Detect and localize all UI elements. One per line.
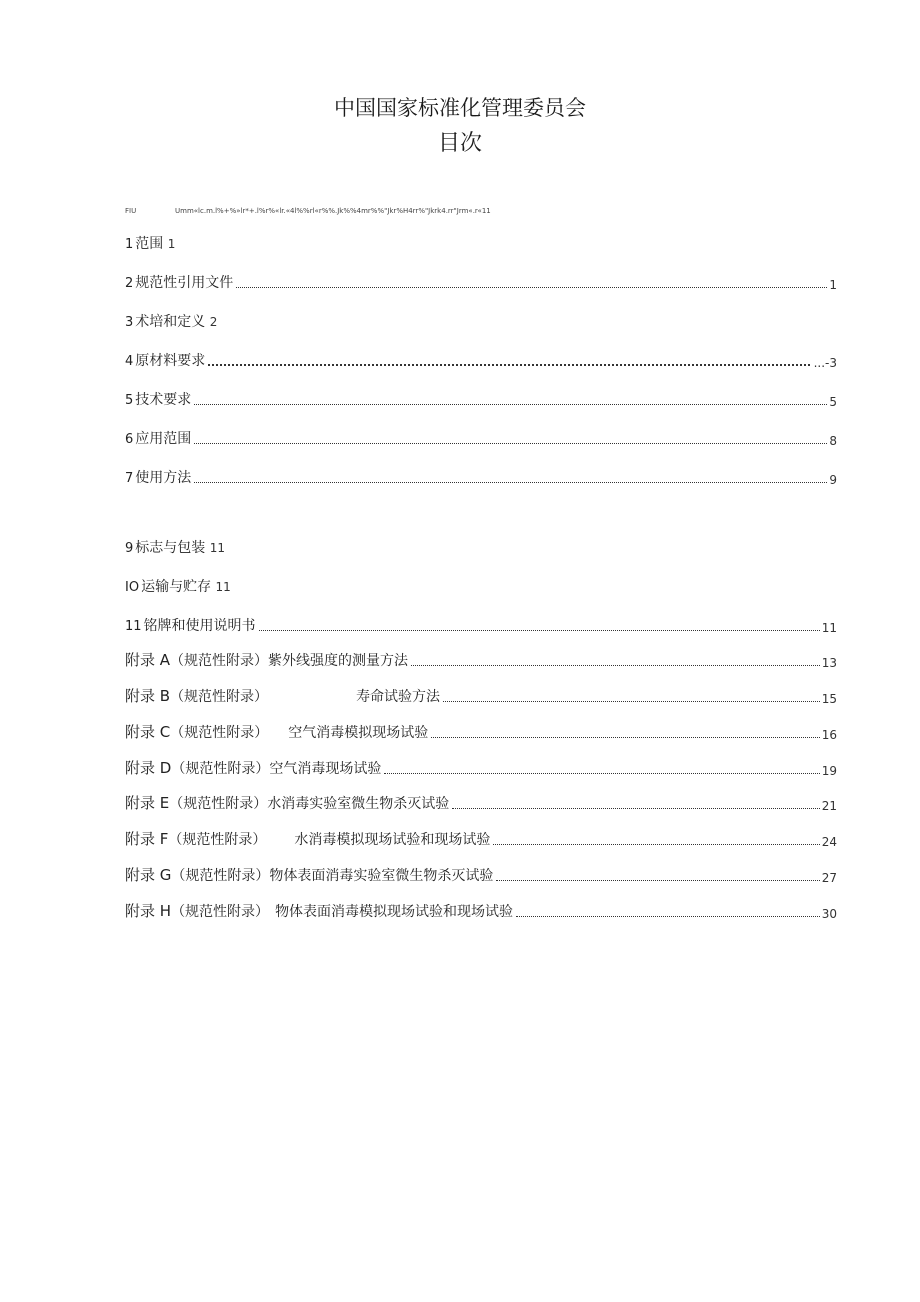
garbled-line-right: Umm«lc.m.l%+%»lr*+.l%r%«lr.«4l%%rl«r%%.Jk%%4mr%%"Jkr%H4rr%"Jkrk4.rr"Jrm«.r«11 (175, 207, 491, 215)
toc-entry-10[interactable] (125, 574, 231, 596)
toc-entry-2[interactable] (125, 270, 837, 292)
appendix-title: 空气消毒现场试验 (269, 761, 382, 777)
appendix-prefix: 附录 F (125, 830, 169, 848)
appendix-type: （规范性附录） (168, 832, 267, 848)
toc-entry-number: 3 (125, 315, 134, 330)
toc-entry-title: 术培和定义 (135, 314, 206, 330)
toc-appendix-c[interactable] (125, 720, 837, 742)
toc-entry-number: 1 (125, 237, 134, 252)
toc-entry-title: 范围 (135, 236, 164, 252)
toc-entry-title: 标志与包装 (135, 540, 206, 556)
toc-entry-title: 铭牌和使用说明书 (143, 618, 256, 634)
appendix-prefix: 附录 A (125, 651, 171, 669)
toc-entry-number: 4 (125, 354, 134, 369)
toc-entry-page: 2 (209, 315, 218, 329)
document-title: 目次 (437, 131, 482, 156)
toc-entry-page: 19 (821, 764, 837, 778)
toc-entry-4[interactable] (125, 348, 837, 370)
appendix-type: （规范性附录） (170, 725, 269, 741)
toc-entry-7[interactable] (125, 465, 837, 487)
toc-leader-dots (194, 443, 827, 444)
toc-entry-number: 6 (125, 432, 134, 447)
toc-appendix-d[interactable] (125, 756, 837, 778)
toc-leader-dots (194, 404, 827, 405)
appendix-type: （规范性附录） (169, 796, 268, 812)
garbled-line (125, 207, 491, 215)
toc-leader-dots (452, 808, 819, 809)
toc-entry-page: 5 (829, 395, 837, 409)
toc-leader-dots (431, 737, 819, 738)
toc-entry-title: 规范性引用文件 (135, 275, 234, 291)
toc-leader-dots (493, 844, 819, 845)
toc-entry-5[interactable] (125, 387, 837, 409)
toc-entry-page: 21 (821, 799, 837, 813)
toc-leader-dots (411, 665, 820, 666)
toc-entry-page: 1 (829, 278, 837, 292)
toc-entry-number: 7 (125, 471, 134, 486)
toc-leader-dots (496, 880, 819, 881)
toc-leader-dots (259, 630, 820, 631)
toc-leader-dots (516, 916, 820, 917)
appendix-title: 物体表面消毒实验室微生物杀灭试验 (269, 868, 494, 884)
toc-entry-number: 2 (125, 276, 134, 291)
appendix-title: 物体表面消毒模拟现场试验和现场试验 (275, 904, 514, 920)
appendix-type: （规范性附录） (171, 868, 270, 884)
document-organization: 中国国家标准化管理委员会 (334, 96, 586, 120)
toc-appendix-a[interactable] (125, 648, 837, 670)
appendix-type: （规范性附录） (170, 653, 269, 669)
toc-entry-page: 27 (821, 871, 837, 885)
appendix-prefix: 附录 B (125, 687, 171, 705)
toc-entry-9[interactable] (125, 535, 225, 557)
toc-entry-1[interactable] (125, 231, 175, 253)
toc-appendix-e[interactable] (125, 791, 837, 813)
toc-appendix-b[interactable] (125, 684, 837, 706)
toc-appendix-g[interactable] (125, 863, 837, 885)
toc-appendix-h[interactable] (125, 899, 837, 921)
toc-leader-dots (384, 773, 819, 774)
appendix-prefix: 附录 D (125, 759, 172, 777)
toc-entry-page: 15 (821, 692, 837, 706)
appendix-type: （规范性附录） (171, 904, 270, 920)
toc-entry-page: 11 (821, 621, 837, 635)
toc-entry-number: 5 (125, 393, 134, 408)
toc-entry-page: 30 (821, 907, 837, 921)
appendix-type: （规范性附录） (171, 761, 270, 777)
toc-entry-title: 技术要求 (135, 392, 192, 408)
toc-entry-title: 使用方法 (135, 470, 192, 486)
toc-leader-dots (208, 364, 811, 366)
toc-entry-title: 运输与贮存 (141, 579, 212, 595)
toc-entry-3[interactable] (125, 309, 217, 331)
toc-entry-page: ...-3 (813, 356, 837, 370)
toc-entry-page: 11 (215, 580, 231, 594)
toc-entry-number: 11 (125, 619, 142, 634)
toc-entry-page: 13 (821, 656, 837, 670)
appendix-prefix: 附录 H (125, 902, 172, 920)
toc-entry-page: 8 (829, 434, 837, 448)
garbled-line-left: FIU (125, 207, 137, 215)
appendix-title: 水消毒实验室微生物杀灭试验 (267, 796, 450, 812)
toc-leader-dots (236, 287, 827, 288)
appendix-title: 寿命试验方法 (356, 689, 441, 705)
toc-entry-page: 16 (821, 728, 837, 742)
toc-entry-page: 11 (209, 541, 226, 555)
toc-entry-page: 24 (821, 835, 837, 849)
appendix-title: 水消毒模拟现场试验和现场试验 (294, 832, 491, 848)
toc-entry-11[interactable] (125, 613, 837, 635)
toc-entry-number: IO (125, 580, 140, 595)
toc-entry-title: 原材料要求 (135, 353, 206, 369)
appendix-prefix: 附录 E (125, 794, 170, 812)
appendix-prefix: 附录 C (125, 723, 171, 741)
toc-leader-dots (443, 701, 820, 702)
toc-entry-page: 9 (829, 473, 837, 487)
toc-entry-6[interactable] (125, 426, 837, 448)
appendix-title: 空气消毒模拟现场试验 (288, 725, 429, 741)
toc-leader-dots (194, 482, 827, 483)
appendix-type: （规范性附录） (170, 689, 269, 705)
toc-appendix-f[interactable] (125, 827, 837, 849)
appendix-title: 紫外线强度的测量方法 (268, 653, 409, 669)
toc-entry-title: 应用范围 (135, 431, 192, 447)
toc-entry-number: 9 (125, 541, 134, 556)
toc-entry-page: 1 (167, 237, 176, 251)
appendix-prefix: 附录 G (125, 866, 172, 884)
